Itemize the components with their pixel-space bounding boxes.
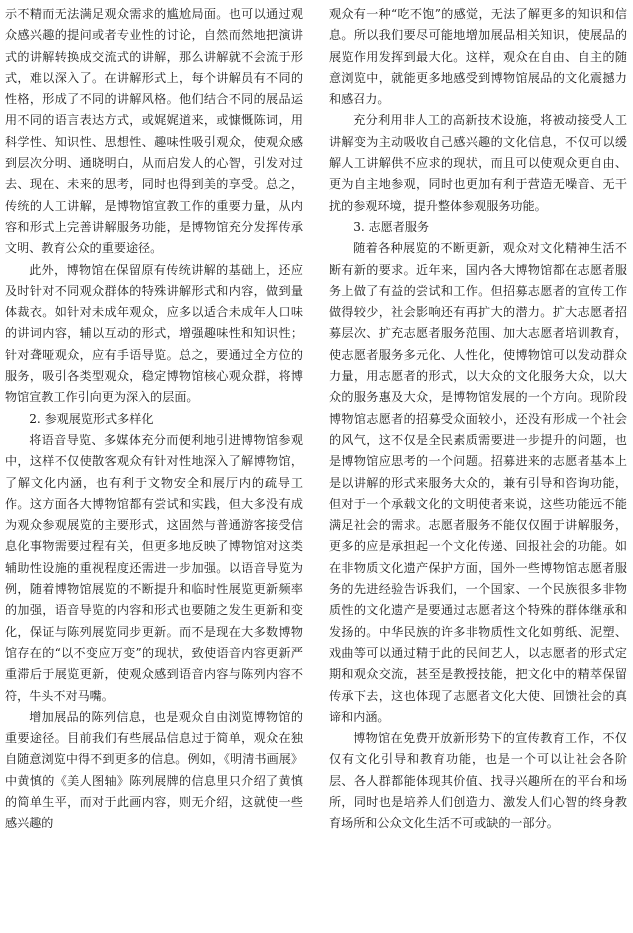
- section-heading-3: 3. 志愿者服务: [353, 219, 430, 234]
- section-heading-2: 2. 参观展览形式多样化: [29, 411, 154, 426]
- right-paragraph-3: 随着各种展览的不断更新，观众对文化精神生活不断有新的要求。近年来，国内各大博物馆都在志愿者服务上做了有益的尝试和工作。但招募志愿者的宣传工作做得较少，社会影响还有再扩大的潜力。扩大志愿者招募层次、扩充志愿者服务范围、加大志愿者培训教育，使志愿者服务多元化、人性化，使博物馆可以发动群众力量，用志愿者的形式，以大众的文化服务大众，以大众的服务惠及大众，是博物馆发展的一个方向。现阶段博物馆志愿者的招募受众面较小，还没有形成一个社会的风气，这不仅是全民素质需要进一步提升的问题，也是博物馆应思考的一个问题。招募进来的志愿者基本上是以讲解的形式来服务大众的，兼有引导和咨询功能，但对于一个承载文化的文明使者来说，这些功能远不能满足社会的需求。志愿者服务不能仅仅囿于讲解服务，更多的应是承担起一个文化传递、回报社会的功能。如在非物质文化遗产保护方面，国外一些博物馆志愿者服务的先进经验告诉我们，一个国家、一个民族很多非物质性的文化遗产是要通过志愿者这个特殊的群体继承和发扬的。中华民族的许多非物质性文化如剪纸、泥塑、戏曲等可以通过精于此的民间艺人，以志愿者的形式定期和观众交流，甚至是教授技能，把文化中的精萃保留传承下去，这也体现了志愿者文化大使、回馈社会的真谛和内涵。: [329, 241, 627, 724]
- left-paragraph-4: 增加展品的陈列信息，也是观众自由浏览博物馆的重要途径。目前我们有些展品信息过于简单，观众在独自随意浏览中得不到更多的信息。例如，《明清书画展》中黄慎的《美人图轴》陈列展牌的信息里只介绍了黄慎的简单生平，而对于此画内容，则无介绍，这就使一些感兴趣的: [5, 709, 303, 831]
- right-paragraph-1: 观众有一种“吃不饱”的感觉，无法了解更多的知识和信息。所以我们要尽可能地增加展品相关知识，使展品的展览作用发挥到最大化。这样，观众在自由、自主的随意浏览中，就能更多地感受到博物馆展品的文化震撼力和感召力。: [329, 7, 627, 107]
- left-column: [5, 4, 303, 929]
- right-paragraph-4: 博物馆在免费开放新形势下的宣传教育工作，不仅仅有文化引导和教育功能，也是一个可以让社会各阶层、各人群都能体现其价值、找寻兴趣所在的平台和场所，同时也是培养人们创造力、激发人们心智的终身教育场所和公众文化生活不可或缺的一部分。: [329, 731, 627, 831]
- left-paragraph-2: 此外，博物馆在保留原有传统讲解的基础上，还应及时针对不同观众群体的特殊讲解形式和内容，做到量体裁衣。如针对未成年观众，应多以适合未成年人口味的讲词内容，辅以互动的形式，增强趣味性和知识性；针对聋哑观众，应有手语导览。总之，要通过全方位的服务，吸引各类型观众，稳定博物馆核心观众群，将博物馆宣教工作引向更为深入的层面。: [5, 262, 303, 405]
- left-paragraph-3: 将语音导览、多媒体充分而便利地引进博物馆参观中，这样不仅使散客观众有针对性地深入了解博物馆，了解文化内涵，也有利于文物安全和展厅内的疏导工作。这方面各大博物馆都有尝试和实践，但大多没有成为观众参观展览的主要形式，这固然与普通游客接受信息化事物需要过程有关，但更多地反映了博物馆对这类辅助性设施的重视程度还需进一步加强。以语音导览为例，随着博物馆展览的不断提升和临时性展览更新频率的加强，语音导览的内容和形式也要随之发生更新和变化，保证与陈列展览同步更新。而不是现在大多数博物馆存在的“以不变应万变”的现状，致使语音内容更新严重滞后于展览更新，使观众感到语音内容与陈列内容不符，牛头不对马嘴。: [5, 432, 303, 703]
- right-paragraph-2: 充分利用非人工的高新技术设施，将被动接受人工讲解变为主动吸收自己感兴趣的文化信息，不仅可以缓解人工讲解供不应求的现状，而且可以使观众更自由、更为自主地参观，同时也更加有利于营造无噪音、无干扰的参观环境，提升整体参观服务功能。: [329, 113, 627, 213]
- right-column: [329, 4, 627, 929]
- left-paragraph-1: 示不精而无法满足观众需求的尴尬局面。也可以通过观众感兴趣的提问或者专业性的讨论，自然而然地把演讲式的讲解转换成交流式的讲解，那么讲解就不会流于形式，难以深入了。在讲解形式上，每个讲解员有不同的性格，形成了不同的讲解风格。他们结合不同的展品运用不同的语言表达方式，或娓娓道来，或慷慨陈词，用科学性、知识性、思想性、趣味性吸引观众，使观众感到层次分明、通晓明白，从而启发人的心智，引发对过去、现在、未来的思考，同时也得到美的享受。总之，传统的人工讲解，是博物馆宣教工作的重要力量，从内容和形式上完善讲解服务功能，是博物馆充分发挥传承文明、教育公众的重要途径。: [5, 7, 303, 256]
